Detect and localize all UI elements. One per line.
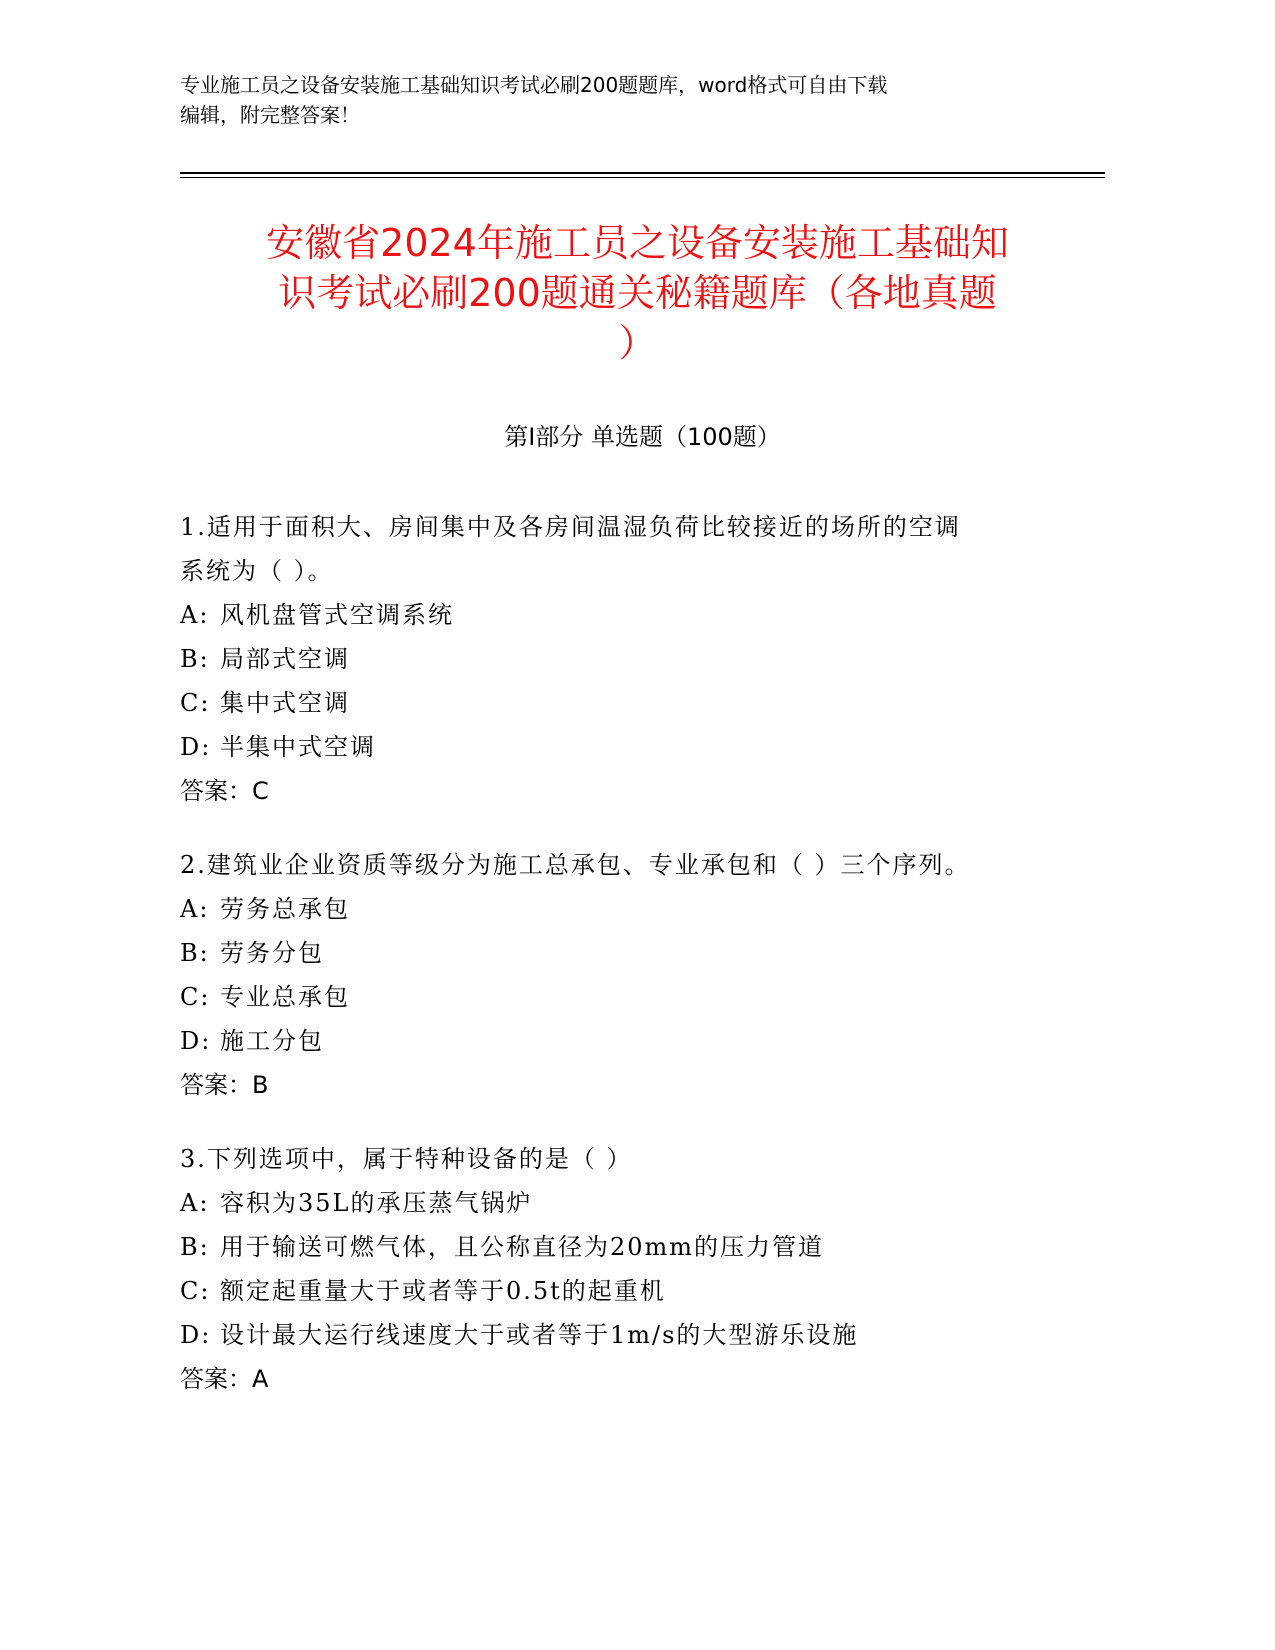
option-key: D: bbox=[180, 1027, 212, 1055]
option-text: 劳务总承包 bbox=[220, 895, 350, 923]
option-text: 施工分包 bbox=[220, 1027, 324, 1055]
option-key: C: bbox=[180, 983, 211, 1011]
answer-label: 答案： bbox=[180, 1365, 252, 1393]
option-d bbox=[180, 1313, 1080, 1357]
option-text: 集中式空调 bbox=[220, 689, 350, 717]
answer-label: 答案： bbox=[180, 1071, 252, 1099]
question-stem: 3.下列选项中，属于特种设备的是（ ） bbox=[180, 1145, 633, 1173]
answer-value: C bbox=[252, 777, 269, 805]
option-text: 用于输送可燃气体，且公称直径为20mm的压力管道 bbox=[220, 1233, 825, 1261]
question-2 bbox=[180, 843, 1080, 1107]
question-stem: 2.建筑业企业资质等级分为施工总承包、专业承包和（ ）三个序列。 bbox=[180, 851, 971, 879]
question-stem: 1.适用于面积大、房间集中及各房间温湿负荷比较接近的场所的空调 系统为（ ）。 bbox=[180, 513, 961, 585]
answer-line bbox=[180, 769, 1080, 813]
option-a bbox=[180, 887, 1080, 931]
option-c bbox=[180, 1269, 1080, 1313]
option-key: B: bbox=[180, 645, 210, 673]
option-text: 容积为35L的承压蒸气锅炉 bbox=[220, 1189, 533, 1217]
option-key: C: bbox=[180, 1277, 211, 1305]
option-b bbox=[180, 931, 1080, 975]
option-key: C: bbox=[180, 689, 211, 717]
option-text: 设计最大运行线速度大于或者等于1m/s的大型游乐设施 bbox=[220, 1321, 859, 1349]
option-text: 劳务分包 bbox=[220, 939, 324, 967]
option-text: 额定起重量大于或者等于0.5t的起重机 bbox=[220, 1277, 666, 1305]
option-text: 专业总承包 bbox=[220, 983, 350, 1011]
answer-line bbox=[180, 1357, 1080, 1401]
option-b bbox=[180, 1225, 1080, 1269]
question-list bbox=[180, 505, 1080, 1431]
option-text: 风机盘管式空调系统 bbox=[220, 601, 454, 629]
option-key: D: bbox=[180, 1321, 212, 1349]
answer-line bbox=[180, 1063, 1080, 1107]
option-d bbox=[180, 725, 1080, 769]
option-c bbox=[180, 681, 1080, 725]
option-key: A: bbox=[180, 895, 210, 923]
option-c bbox=[180, 975, 1080, 1019]
header-divider-thin bbox=[180, 177, 1105, 178]
document-title: 安徽省2024年施工员之设备安装施工基础知 识考试必刷200题通关秘籍题库（各地真题 ） bbox=[266, 221, 1009, 365]
option-key: D: bbox=[180, 733, 212, 761]
option-key: B: bbox=[180, 939, 210, 967]
option-a bbox=[180, 593, 1080, 637]
option-text: 局部式空调 bbox=[220, 645, 350, 673]
option-key: A: bbox=[180, 1189, 210, 1217]
question-1 bbox=[180, 505, 1080, 813]
answer-value: A bbox=[252, 1365, 269, 1393]
answer-value: B bbox=[252, 1071, 269, 1099]
answer-label: 答案： bbox=[180, 777, 252, 805]
question-3 bbox=[180, 1137, 1080, 1401]
option-b bbox=[180, 637, 1080, 681]
header-divider-thick bbox=[180, 172, 1105, 174]
header-note: 专业施工员之设备安装施工基础知识考试必刷200题题库，word格式可自由下载 编辑，附完整答案！ bbox=[180, 73, 888, 127]
section-title: 第I部分 单选题（100题） bbox=[504, 423, 781, 451]
option-a bbox=[180, 1181, 1080, 1225]
option-text: 半集中式空调 bbox=[220, 733, 376, 761]
option-key: A: bbox=[180, 601, 210, 629]
option-key: B: bbox=[180, 1233, 210, 1261]
option-d bbox=[180, 1019, 1080, 1063]
